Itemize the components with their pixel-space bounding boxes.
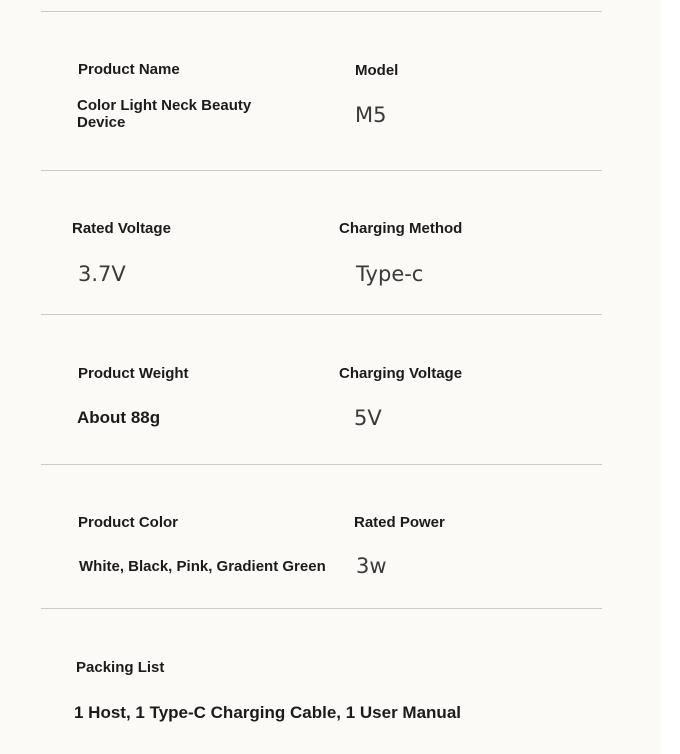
rated-power-value: 3w — [356, 554, 387, 578]
product-weight-value: About 88g — [77, 408, 161, 427]
divider-1 — [41, 170, 602, 171]
charging-voltage-label: Charging Voltage — [339, 365, 463, 382]
divider-2 — [41, 314, 602, 315]
rated-power-label: Rated Power — [354, 514, 445, 531]
charging-method-value: Type-c — [356, 262, 424, 286]
divider-top — [41, 11, 602, 12]
model-label: Model — [355, 62, 399, 79]
charging-method-label: Charging Method — [339, 220, 463, 237]
product-name-label: Product Name — [78, 61, 180, 78]
product-weight-label: Product Weight — [78, 365, 189, 382]
rated-voltage-value: 3.7V — [78, 262, 126, 286]
product-color-value: White, Black, Pink, Gradient Green — [79, 558, 326, 575]
divider-3 — [41, 464, 602, 465]
divider-4 — [41, 608, 602, 609]
charging-voltage-value: 5V — [354, 406, 382, 430]
packing-list-label: Packing List — [76, 659, 165, 676]
model-value: M5 — [355, 103, 387, 127]
rated-voltage-label: Rated Voltage — [72, 220, 171, 237]
product-color-label: Product Color — [78, 514, 178, 531]
packing-list-value: 1 Host, 1 Type-C Charging Cable, 1 User Manual — [74, 703, 461, 722]
product-name-value: Color Light Neck Beauty Device — [77, 97, 252, 131]
